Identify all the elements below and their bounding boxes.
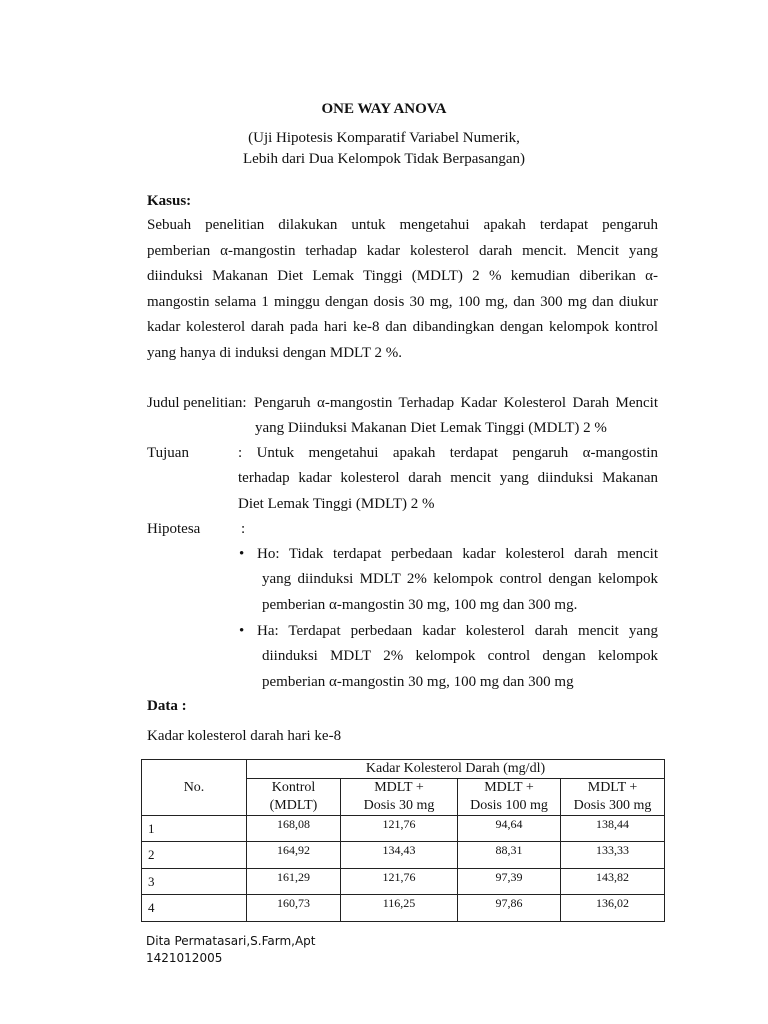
- table-cell: 138,44: [561, 816, 665, 842]
- judul-line-1: Pengaruh α-mangostin Terhadap Kadar Kolesterol Darah Mencit: [254, 395, 658, 411]
- kasus-line: diinduksi Makanan Diet Lemak Tinggi (MDLT) 2 % kemudian diberikan α-: [147, 268, 658, 284]
- kasus-line: kadar kolesterol darah pada hari ke-8 dan dibandingkan dengan kelompok kontrol: [147, 319, 658, 335]
- table-cell: 133,33: [561, 842, 665, 869]
- column-header-line: MDLT +: [484, 780, 534, 795]
- ha-line-2: diinduksi MDLT 2% kelompok control dengan kelompok: [262, 648, 658, 664]
- table-caption: Kadar kolesterol darah hari ke-8: [147, 728, 342, 744]
- table-cell: 88,31: [458, 842, 561, 869]
- table-header-dosis-30: [341, 779, 458, 816]
- table-cell: 134,43: [341, 842, 458, 869]
- subtitle-line-2: Lebih dari Dua Kelompok Tidak Berpasangan): [242, 151, 526, 167]
- kasus-line: pemberian α-mangostin terhadap kadar kolesterol darah mencit. Mencit yang: [147, 242, 658, 259]
- table-cell: 168,08: [247, 816, 341, 842]
- row-number: 4: [142, 895, 247, 922]
- table-cell: 97,86: [458, 895, 561, 922]
- table-row: [142, 869, 665, 895]
- row-number: 2: [142, 842, 247, 869]
- subtitle-line-1: (Uji Hipotesis Komparatif Variabel Numerik,: [248, 130, 520, 146]
- table-cell: 136,02: [561, 895, 665, 922]
- column-header-line: Kontrol: [271, 780, 316, 795]
- table-cell: 121,76: [341, 869, 458, 895]
- table-cell: 161,29: [247, 869, 341, 895]
- ho-line-3: pemberian α-mangostin 30 mg, 100 mg dan 300 mg.: [262, 597, 578, 613]
- column-header-line: (MDLT): [269, 798, 318, 813]
- column-header-line: MDLT +: [587, 780, 638, 795]
- table-cell: 94,64: [458, 816, 561, 842]
- column-header-line: Dosis 300 mg: [573, 798, 652, 813]
- data-heading: Data :: [147, 698, 187, 714]
- table-header-dosis-300: [561, 779, 665, 816]
- bullet-icon: •: [239, 623, 245, 639]
- table-row: [142, 842, 665, 869]
- ha-line-1: Ha: Terdapat perbedaan kadar kolesterol darah mencit yang: [257, 623, 658, 639]
- kasus-line: yang hanya di induksi dengan MDLT 2 %.: [147, 344, 402, 361]
- table-cell: 116,25: [341, 895, 458, 922]
- table-header-kontrol: [247, 779, 341, 816]
- table-cell: 160,73: [247, 895, 341, 922]
- tujuan-line-2: terhadap kadar kolesterol darah mencit yang diinduksi Makanan: [238, 470, 658, 486]
- kasus-heading: Kasus:: [147, 193, 192, 209]
- kasus-line: mangostin selama 1 minggu dengan dosis 30 mg, 100 mg, dan 300 mg dan diukur: [147, 293, 658, 310]
- footer: [146, 933, 316, 967]
- hipotesa-colon: :: [241, 521, 246, 537]
- table-header-group: Kadar Kolesterol Darah (mg/dl): [247, 760, 665, 779]
- ha-line-3: pemberian α-mangostin 30 mg, 100 mg dan 300 mg: [262, 674, 574, 690]
- hipotesa-label: Hipotesa: [147, 521, 201, 537]
- row-number: 3: [142, 869, 247, 895]
- tujuan-line-1: : Untuk mengetahui apakah terdapat pengaruh α-mangostin: [238, 445, 658, 461]
- table-cell: 97,39: [458, 869, 561, 895]
- table-row: [142, 895, 665, 922]
- page-subtitle: [0, 128, 768, 170]
- cholesterol-table: [141, 759, 665, 922]
- footer-id: 1421012005: [146, 951, 223, 965]
- table-header-dosis-100: [458, 779, 561, 816]
- column-header-line: Dosis 30 mg: [363, 798, 435, 813]
- kasus-paragraph: [147, 213, 658, 366]
- ho-line-2: yang diinduksi MDLT 2% kelompok control dengan kelompok: [262, 571, 658, 587]
- tujuan-label: Tujuan: [147, 445, 189, 461]
- table-cell: 143,82: [561, 869, 665, 895]
- table-row: [142, 816, 665, 842]
- bullet-icon: •: [239, 546, 245, 562]
- table-cell: 121,76: [341, 816, 458, 842]
- ho-line-1: Ho: Tidak terdapat perbedaan kadar kolesterol darah mencit: [257, 546, 658, 562]
- table-header-no: No.: [142, 760, 247, 816]
- kasus-line: Sebuah penelitian dilakukan untuk mengetahui apakah terdapat pengaruh: [147, 217, 658, 233]
- column-header-line: MDLT +: [374, 780, 424, 795]
- page-title: ONE WAY ANOVA: [321, 101, 447, 117]
- judul-line-2: yang Diinduksi Makanan Diet Lemak Tinggi (MDLT) 2 %: [255, 420, 607, 436]
- tujuan-line-3: Diet Lemak Tinggi (MDLT) 2 %: [238, 496, 435, 512]
- row-number: 1: [142, 816, 247, 842]
- column-header-line: Dosis 100 mg: [470, 798, 548, 813]
- table-cell: 164,92: [247, 842, 341, 869]
- judul-label: Judul penelitian:: [147, 395, 247, 411]
- footer-author: Dita Permatasari,S.Farm,Apt: [146, 934, 316, 948]
